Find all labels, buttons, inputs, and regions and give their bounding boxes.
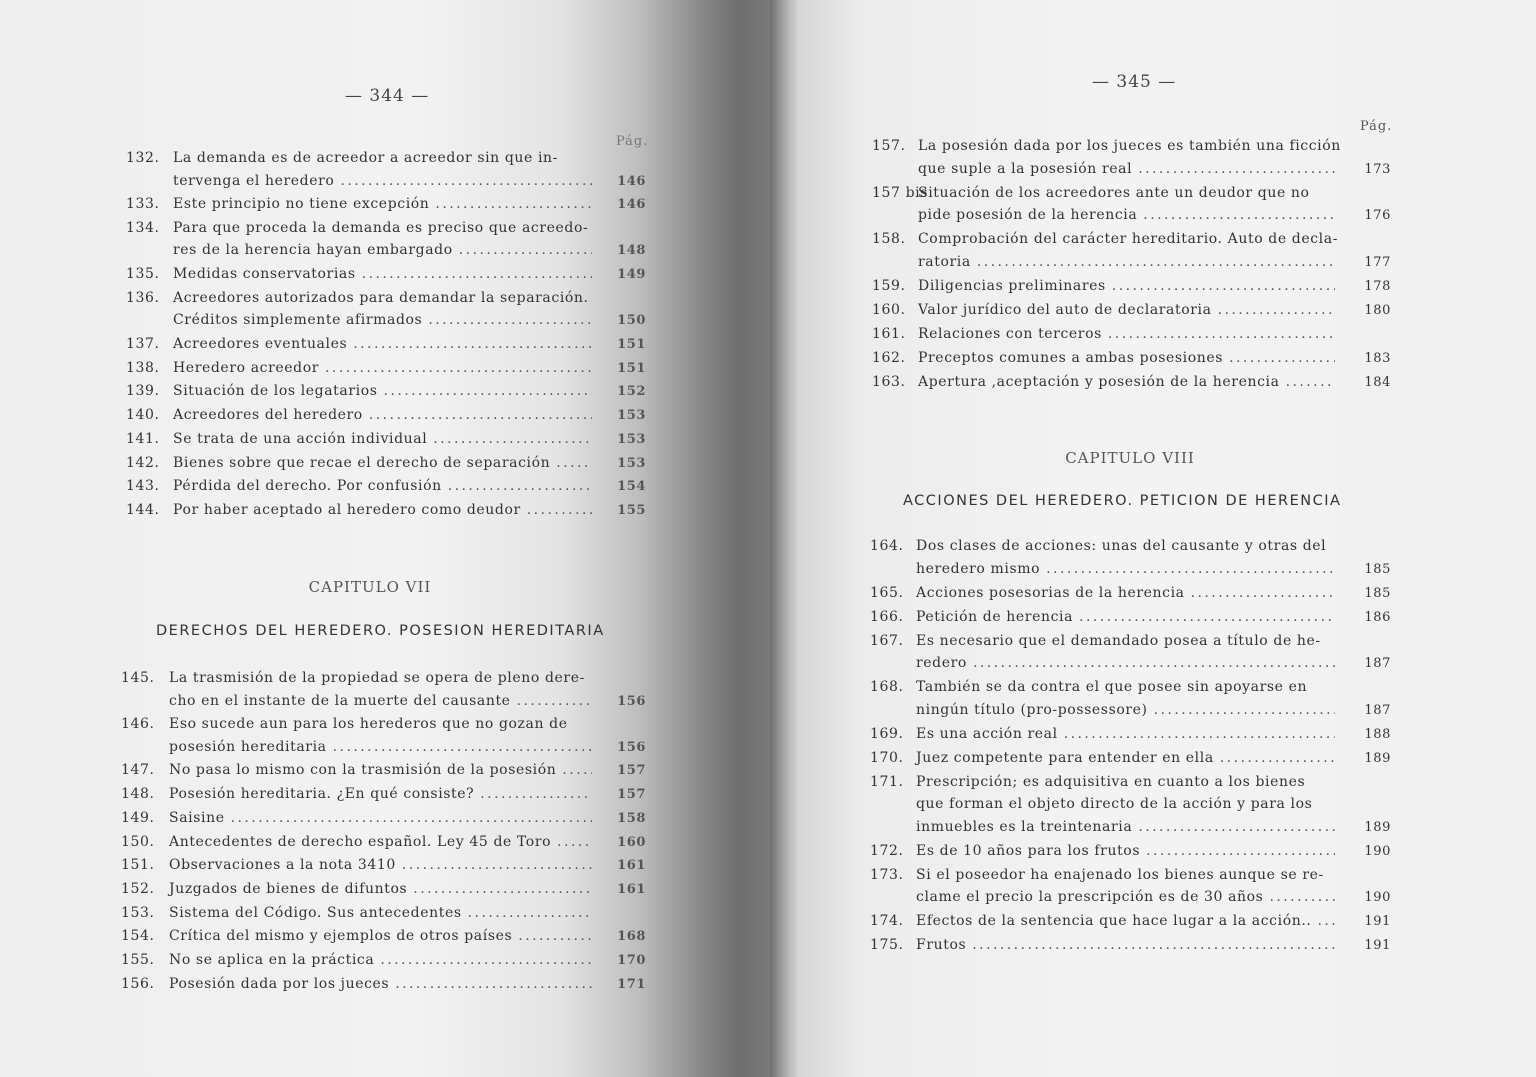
- chapter-title-left: CAPITULO VII: [308, 578, 432, 596]
- entry-number: 132.: [126, 150, 160, 166]
- entry-number: 147.: [121, 762, 155, 779]
- dot-leader: [480, 783, 592, 806]
- entry-title-line: No pasa lo mismo con la trasmisión de la posesión: [169, 762, 557, 779]
- entry-title-line: Si el poseedor ha enajenado los bienes aunque se re-: [916, 866, 1324, 883]
- entry-page-number: 173: [1364, 161, 1391, 177]
- entry-title-line: No se aplica en la práctica: [169, 952, 375, 968]
- entry-page-number: 190: [1364, 843, 1391, 859]
- entry-page-number: 185: [1364, 585, 1391, 601]
- dot-leader: [413, 878, 592, 901]
- entry-page-number: 189: [1364, 750, 1391, 766]
- toc-entry: [126, 452, 646, 475]
- entry-number: 157.: [872, 138, 906, 154]
- toc-entry: [870, 864, 1391, 909]
- dot-leader: [353, 333, 592, 356]
- entry-page-number: 161: [617, 881, 646, 897]
- toc-entry: [872, 182, 1391, 227]
- dot-leader: [380, 949, 592, 972]
- dot-leader: [972, 934, 1335, 957]
- dot-leader: [1269, 886, 1335, 909]
- dot-leader: [1229, 347, 1335, 370]
- entry-title-line: La demanda es de acreedor a acreedor sin que in-: [173, 150, 558, 166]
- entry-title-line: Relaciones con terceros: [918, 325, 1102, 342]
- toc-entry: [870, 771, 1391, 839]
- toc-entry: [872, 228, 1391, 273]
- entry-title-line: Frutos: [916, 937, 967, 953]
- entry-title-line: Dos clases de acciones: unas del causante y otras del: [916, 538, 1327, 554]
- entry-title-line: Juzgados de bienes de difuntos: [169, 880, 408, 897]
- dot-leader: [1046, 558, 1335, 581]
- dot-leader: [1220, 747, 1335, 770]
- dot-leader: [1191, 582, 1335, 605]
- book-gutter: [770, 0, 800, 1077]
- entry-number: 149.: [121, 809, 155, 826]
- entry-page-number: 146: [617, 197, 646, 213]
- entry-title-line: Créditos simplemente afirmados: [173, 312, 423, 329]
- dot-leader: [556, 452, 592, 475]
- toc-entry: [870, 582, 1391, 605]
- dot-leader: [1079, 606, 1335, 629]
- entry-number: 144.: [126, 501, 160, 518]
- toc-entry: [872, 371, 1391, 394]
- toc-entry: [126, 333, 646, 356]
- entry-page-number: 153: [617, 455, 646, 471]
- entry-title-line: Eso sucede aun para los herederos que no gozan de: [169, 716, 568, 733]
- dot-leader: [433, 428, 592, 451]
- entry-title-line: Diligencias preliminares: [918, 277, 1106, 294]
- entry-number: 146.: [121, 716, 155, 733]
- toc-entry: [870, 910, 1391, 933]
- entry-title-line: Acreedores eventuales: [173, 336, 348, 352]
- entry-number: 168.: [870, 679, 904, 695]
- entry-page-number: 154: [617, 479, 646, 495]
- toc-entry: [870, 630, 1391, 675]
- entry-page-number: 156: [617, 739, 646, 755]
- toc-entry: [126, 193, 646, 216]
- entry-title-line: Valor jurídico del auto de declaratoria: [918, 301, 1212, 318]
- dot-leader: [1218, 299, 1335, 322]
- toc-entry: [126, 357, 646, 380]
- entry-page-number: 180: [1364, 302, 1391, 318]
- entry-page-number: 187: [1364, 656, 1391, 671]
- entry-title-line: Juez competente para entender en ella: [916, 749, 1214, 766]
- entry-page-number: 157: [617, 787, 646, 803]
- entry-title-line: Efectos de la sentencia que hace lugar a la acción..: [916, 913, 1312, 929]
- entry-number: 141.: [126, 430, 160, 447]
- toc-entry: [126, 428, 646, 451]
- dot-leader: [1112, 275, 1335, 298]
- toc-entry: [872, 347, 1391, 370]
- entry-page-number: 184: [1364, 374, 1391, 390]
- entry-title-line: Por haber aceptado al heredero como deudor: [173, 501, 521, 518]
- entry-number: 166.: [870, 608, 904, 625]
- entry-number: 167.: [870, 632, 904, 649]
- dot-leader: [1317, 910, 1335, 933]
- entry-page-number: 188: [1364, 726, 1391, 742]
- entry-number: 134.: [126, 219, 160, 236]
- entry-number: 135.: [126, 266, 160, 283]
- entry-page-number: 168: [617, 929, 646, 945]
- entry-number: 148.: [121, 786, 155, 803]
- entry-number: 159.: [872, 277, 906, 294]
- toc-entry: [126, 263, 646, 286]
- entry-page-number: 152: [617, 384, 646, 400]
- entry-title-line: que suple a la posesión real: [918, 160, 1133, 177]
- entry-number: 155.: [121, 952, 155, 968]
- entry-title-line: La posesión dada por los jueces es también una ficción: [918, 138, 1341, 154]
- entry-page-number: 191: [1364, 938, 1391, 953]
- dot-leader: [459, 239, 592, 262]
- entry-number: 143.: [126, 478, 160, 495]
- entry-number: 140.: [126, 407, 160, 424]
- entry-number: 165.: [870, 584, 904, 601]
- entry-title-line: Posesión hereditaria. ¿En qué consiste?: [169, 786, 475, 803]
- dot-leader: [1138, 816, 1335, 839]
- toc-entry: [870, 840, 1391, 863]
- chapter-title-right: CAPITULO VIII: [1065, 449, 1195, 467]
- dot-leader: [325, 357, 592, 380]
- dot-leader: [977, 251, 1335, 274]
- entry-page-number: 176: [1364, 208, 1391, 223]
- entry-number: 174.: [870, 913, 904, 929]
- entry-title-line: res de la herencia hayan embargado: [173, 242, 453, 259]
- toc-entry: [870, 723, 1391, 746]
- entry-number: 150.: [121, 833, 155, 850]
- dot-leader: [402, 854, 592, 877]
- entry-title-line: Para que proceda la demanda es preciso que acreedo-: [173, 219, 589, 236]
- toc-entry: [870, 676, 1391, 721]
- toc-entry: [121, 831, 646, 854]
- entry-page-number: 157: [617, 763, 646, 779]
- entry-number: 170.: [870, 749, 904, 766]
- dot-leader: [395, 973, 592, 996]
- entry-page-number: 189: [1364, 819, 1391, 835]
- entry-title-line: Es una acción real: [916, 725, 1058, 742]
- dot-leader: [1138, 158, 1335, 181]
- chapter-heading-left: DERECHOS DEL HEREDERO. POSESION HEREDITARIA: [156, 623, 605, 639]
- entry-title-line: Pérdida del derecho. Por confusión: [173, 478, 442, 495]
- dot-leader: [1154, 699, 1335, 722]
- entry-page-number: 153: [617, 408, 646, 424]
- entry-number: 164.: [870, 538, 904, 554]
- entry-page-number: 191: [1364, 914, 1391, 929]
- entry-number: 133.: [126, 196, 160, 213]
- entry-title-line: ratoria: [918, 253, 971, 270]
- entry-number: 151.: [121, 857, 155, 874]
- entry-page-number: 150: [617, 313, 646, 329]
- entry-title-line: Bienes sobre que recae el derecho de separación: [173, 454, 551, 471]
- entry-title-line: Preceptos comunes a ambas posesiones: [918, 349, 1224, 366]
- toc-entry: [870, 606, 1391, 629]
- dot-leader: [333, 736, 592, 759]
- pag-header-left: Pág.: [616, 134, 649, 149]
- entry-number: 139.: [126, 383, 160, 400]
- dot-leader: [340, 170, 592, 193]
- entry-title-line: Sistema del Código. Sus antecedentes: [169, 904, 462, 921]
- entry-title-line: posesión hereditaria: [169, 738, 327, 755]
- page-number-left: — 344 —: [345, 86, 430, 106]
- entry-number: 171.: [870, 773, 904, 790]
- entry-title-line: Posesión dada por los jueces: [169, 975, 390, 992]
- entry-page-number: 183: [1364, 350, 1391, 366]
- entry-page-number: 161: [617, 858, 646, 874]
- page-number-right: — 345 —: [1092, 72, 1177, 92]
- toc-entry: [872, 135, 1391, 180]
- entry-page-number: 156: [617, 693, 646, 709]
- entry-page-number: 153: [617, 431, 646, 447]
- toc-entry: [872, 299, 1391, 322]
- entry-number: 153.: [121, 904, 155, 921]
- entry-title-line: clame el precio la prescripción es de 30 años: [916, 889, 1264, 905]
- entry-page-number: 146: [617, 173, 646, 189]
- entry-title-line: Acreedores autorizados para demandar la separación.: [173, 289, 589, 306]
- entry-page-number: 158: [617, 810, 646, 826]
- dot-leader: [1146, 840, 1335, 863]
- entry-number: 137.: [126, 336, 160, 352]
- entry-title-line: Prescripción; es adquisitiva en cuanto a los bienes: [916, 773, 1306, 790]
- dot-leader: [369, 404, 592, 427]
- entry-title-line: heredero mismo: [916, 560, 1041, 577]
- toc-entry: [121, 925, 646, 948]
- dot-leader: [562, 759, 592, 782]
- entry-number: 162.: [872, 349, 906, 366]
- toc-entry: [121, 667, 646, 712]
- entry-number: 152.: [121, 880, 155, 897]
- entry-page-number: 151: [617, 337, 646, 352]
- toc-entry: [121, 713, 646, 758]
- toc-entry: [126, 147, 646, 192]
- dot-leader: [527, 499, 592, 522]
- entry-title-line: redero: [916, 655, 967, 671]
- entry-title-line: Petición de herencia: [916, 608, 1074, 625]
- entry-number: 172.: [870, 842, 904, 859]
- entry-page-number: 155: [617, 502, 646, 518]
- entry-page-number: 187: [1364, 702, 1391, 718]
- entry-page-number: 148: [617, 243, 646, 259]
- entry-number: 138.: [126, 359, 160, 376]
- dot-leader: [448, 475, 592, 498]
- entry-title-line: Se trata de una acción individual: [173, 430, 428, 447]
- entry-number: 163.: [872, 373, 906, 390]
- entry-title-line: Acreedores del heredero: [173, 407, 363, 424]
- entry-title-line: tervenga el heredero: [173, 172, 335, 189]
- entry-page-number: 185: [1364, 561, 1391, 577]
- entry-title-line: Comprobación del carácter hereditario. Auto de decla-: [918, 231, 1339, 247]
- toc-entry: [121, 902, 646, 925]
- dot-leader: [973, 652, 1335, 675]
- entry-title-line: Observaciones a la nota 3410: [169, 857, 396, 874]
- entry-page-number: 171: [617, 976, 646, 992]
- toc-entry: [121, 759, 646, 782]
- dot-leader: [362, 263, 592, 286]
- entry-title-line: que forman el objeto directo de la acción y para los: [916, 796, 1313, 812]
- entry-title-line: Apertura ,aceptación y posesión de la herencia: [918, 373, 1280, 390]
- dot-leader: [435, 193, 592, 216]
- entry-page-number: 151: [617, 360, 646, 376]
- entry-title-line: Antecedentes de derecho español. Ley 45 de Toro: [169, 833, 552, 850]
- dot-leader: [1064, 723, 1335, 746]
- toc-entry: [121, 878, 646, 901]
- toc-entry: [870, 535, 1391, 580]
- right-page: [800, 0, 1536, 1077]
- entry-number: 175.: [870, 937, 904, 953]
- toc-entry: [126, 380, 646, 403]
- dot-leader: [468, 902, 592, 925]
- entry-title-line: Este principio no tiene excepción: [173, 196, 430, 213]
- entry-title-line: Heredero acreedor: [173, 359, 320, 376]
- entry-title-line: La trasmisión de la propiedad se opera de pleno dere-: [169, 670, 585, 686]
- entry-title-line: Saisine: [169, 809, 225, 826]
- entry-title-line: cho en el instante de la muerte del causante: [169, 692, 511, 709]
- entry-number: 154.: [121, 928, 155, 945]
- entry-page-number: 190: [1364, 890, 1391, 905]
- dot-leader: [428, 309, 592, 332]
- toc-entry: [121, 807, 646, 830]
- dot-leader: [1286, 371, 1335, 394]
- entry-number: 156.: [121, 975, 155, 992]
- toc-entry: [872, 275, 1391, 298]
- entry-page-number: 178: [1364, 278, 1391, 294]
- entry-page-number: 160: [617, 834, 646, 850]
- entry-page-number: 170: [617, 953, 646, 968]
- entry-page-number: 149: [617, 267, 646, 283]
- entry-title-line: También se da contra el que posee sin apoyarse en: [916, 679, 1308, 695]
- entry-number: 158.: [872, 231, 906, 247]
- toc-entry: [126, 404, 646, 427]
- toc-entry: [121, 949, 646, 972]
- entry-number: 169.: [870, 725, 904, 742]
- entry-number: 136.: [126, 289, 160, 306]
- entry-title-line: Situación de los legatarios: [173, 383, 378, 400]
- entry-page-number: 186: [1364, 609, 1391, 625]
- dot-leader: [557, 831, 592, 854]
- toc-entry: [121, 783, 646, 806]
- toc-entry: [872, 323, 1391, 346]
- dot-leader: [1143, 204, 1335, 227]
- entry-title-line: Es de 10 años para los frutos: [916, 842, 1141, 859]
- entry-number: 160.: [872, 301, 906, 318]
- pag-header-right: Pág.: [1360, 119, 1393, 134]
- entry-title-line: Es necesario que el demandado posea a título de he-: [916, 632, 1321, 649]
- entry-number: 145.: [121, 670, 155, 686]
- entry-title-line: Situación de los acreedores ante un deudor que no: [918, 184, 1310, 201]
- entry-number: 157 bis: [872, 184, 928, 201]
- chapter-heading-right: ACCIONES DEL HEREDERO. PETICION DE HERENCIA: [903, 493, 1342, 509]
- entry-title-line: Medidas conservatorias: [173, 266, 356, 283]
- dot-leader: [1108, 323, 1335, 346]
- entry-number: 173.: [870, 866, 904, 883]
- entry-title-line: ningún título (pro-possessore): [916, 701, 1148, 718]
- dot-leader: [384, 380, 592, 403]
- entry-number: 142.: [126, 454, 160, 471]
- toc-entry: [121, 854, 646, 877]
- dot-leader: [518, 925, 592, 948]
- toc-entry: [870, 934, 1391, 957]
- dot-leader: [517, 690, 592, 713]
- toc-entry: [126, 287, 646, 332]
- entry-title-line: pide posesión de la herencia: [918, 207, 1138, 223]
- entry-number: 161.: [872, 325, 906, 342]
- toc-entry: [126, 499, 646, 522]
- entry-title-line: Acciones posesorias de la herencia: [916, 584, 1185, 601]
- toc-entry: [870, 747, 1391, 770]
- toc-entry: [126, 217, 646, 262]
- toc-entry: [121, 973, 646, 996]
- entry-page-number: 177: [1364, 254, 1391, 270]
- dot-leader: [231, 807, 592, 830]
- toc-entry: [126, 475, 646, 498]
- entry-title-line: inmuebles es la treintenaria: [916, 818, 1133, 835]
- entry-title-line: Crítica del mismo y ejemplos de otros países: [169, 928, 513, 945]
